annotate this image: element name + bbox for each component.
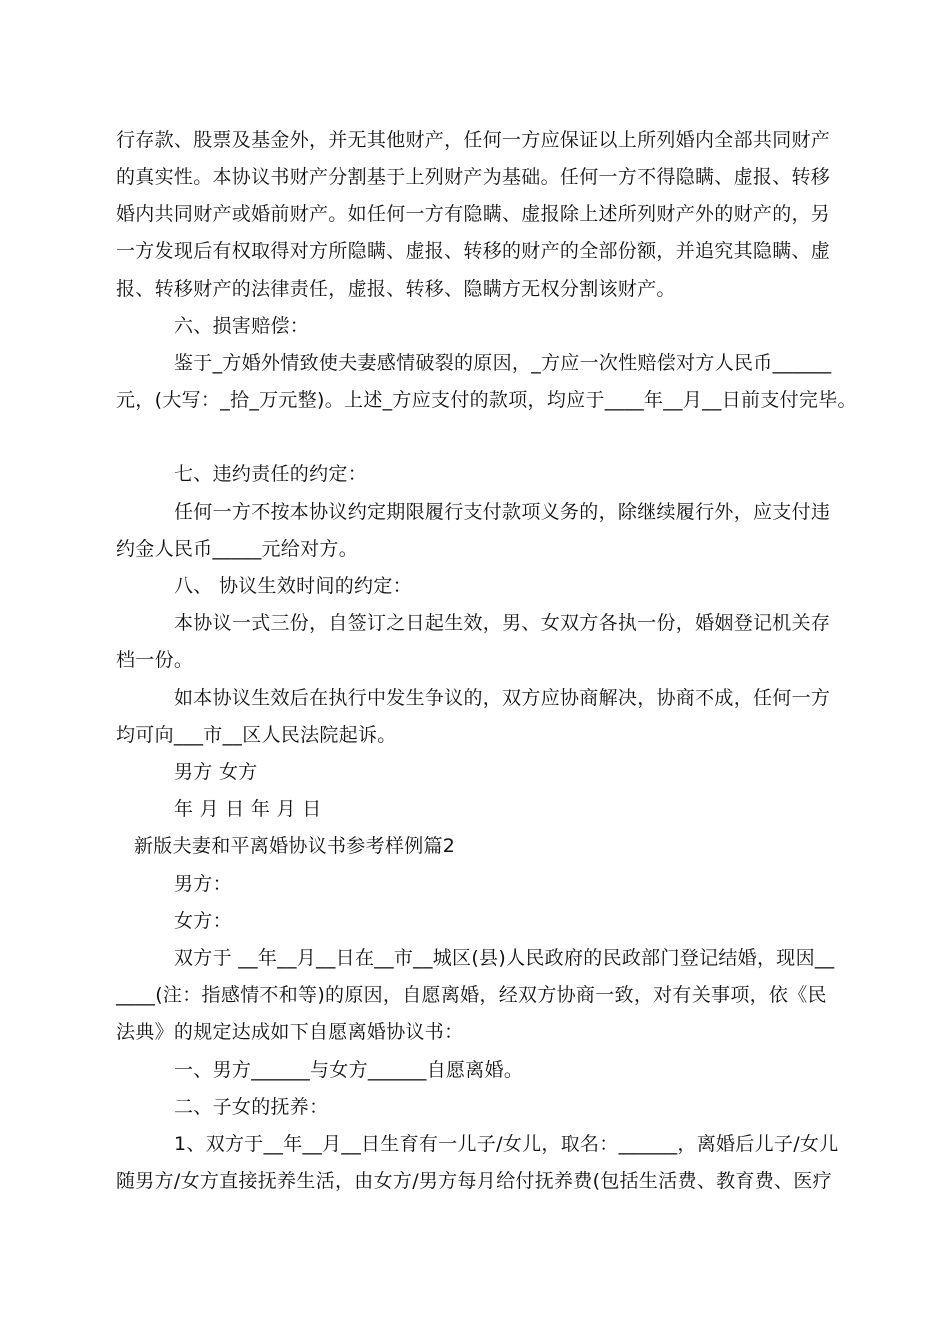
date-line: 年 月 日 年 月 日 (174, 798, 322, 820)
text-line: 行存款、股票及基金外，并无其他财产，任何一方应保证以上所列婚内全部共同财产 (116, 129, 831, 151)
text-line: 均可向___市__区人民法院起诉。 (116, 724, 397, 746)
text-line: 报、转移财产的法律责任，虚报、转移、隐瞒方无权分割该财产。 (116, 278, 676, 300)
text-line: 1、双方于__年__月__日生育有一儿子/女儿，取名：______，离婚后儿子/女儿 (174, 1133, 839, 1155)
text-line: 双方于 __年__月__日在__市__城区(县)人民政府的民政部门登记结婚，现因__ (174, 947, 835, 969)
text-line: 的真实性。本协议书财产分割基于上列财产为基础。任何一方不得隐瞒、虚报、转移 (116, 166, 831, 188)
text-line: 任何一方不按本协议约定期限履行支付款项义务的，除继续履行外，应支付违 (174, 501, 831, 523)
section-heading: 六、损害赔偿： (174, 315, 310, 337)
text-line: 鉴于_方婚外情致使夫妻感情破裂的原因，_方应一次性赔偿对方人民币______ (174, 352, 832, 374)
text-line: 婚内共同财产或婚前财产。如任何一方有隐瞒、虚报除上述所列财产外的财产的，另 (116, 203, 831, 225)
text-line: 随男方/女方直接抚养生活，由女方/男方每月给付抚养费(包括生活费、教育费、医疗 (116, 1170, 832, 1192)
text-line: 元，(大写：_拾_万元整)。上述_方应支付的款项，均应于____年__月__日前支付完毕。 (116, 389, 857, 411)
text-line: 法典》的规定达成如下自愿离婚协议书： (116, 1021, 464, 1043)
text-line: 档一份。 (116, 649, 194, 671)
section-heading: 二、子女的抚养： (174, 1096, 329, 1118)
text-line: ____(注：指感情不和等)的原因，自愿离婚，经双方协商一致，对有关事项，依《民 (116, 984, 827, 1006)
text-line: 如本协议生效后在执行中发生争议的，双方应协商解决，协商不成，任何一方 (174, 687, 831, 709)
text-line: 女方： (174, 910, 232, 932)
text-line: 一、男方______与女方______自愿离婚。 (174, 1059, 524, 1081)
signature-line: 男方 女方 (174, 761, 258, 783)
section-heading: 七、违约责任的约定： (174, 463, 368, 485)
section-heading: 八、 协议生效时间的约定： (174, 575, 412, 597)
text-line: 一方发现后有权取得对方所隐瞒、虚报、转移的财产的全部份额，并追究其隐瞒、虚 (116, 240, 831, 262)
text-line: 本协议一式三份，自签订之日起生效，男、女双方各执一份，婚姻登记机关存 (174, 612, 831, 634)
document-title: 新版夫妻和平离婚协议书参考样例篇2 (134, 835, 456, 857)
text-line: 约金人民币_____元给对方。 (116, 538, 359, 560)
text-line: 男方： (174, 873, 232, 895)
